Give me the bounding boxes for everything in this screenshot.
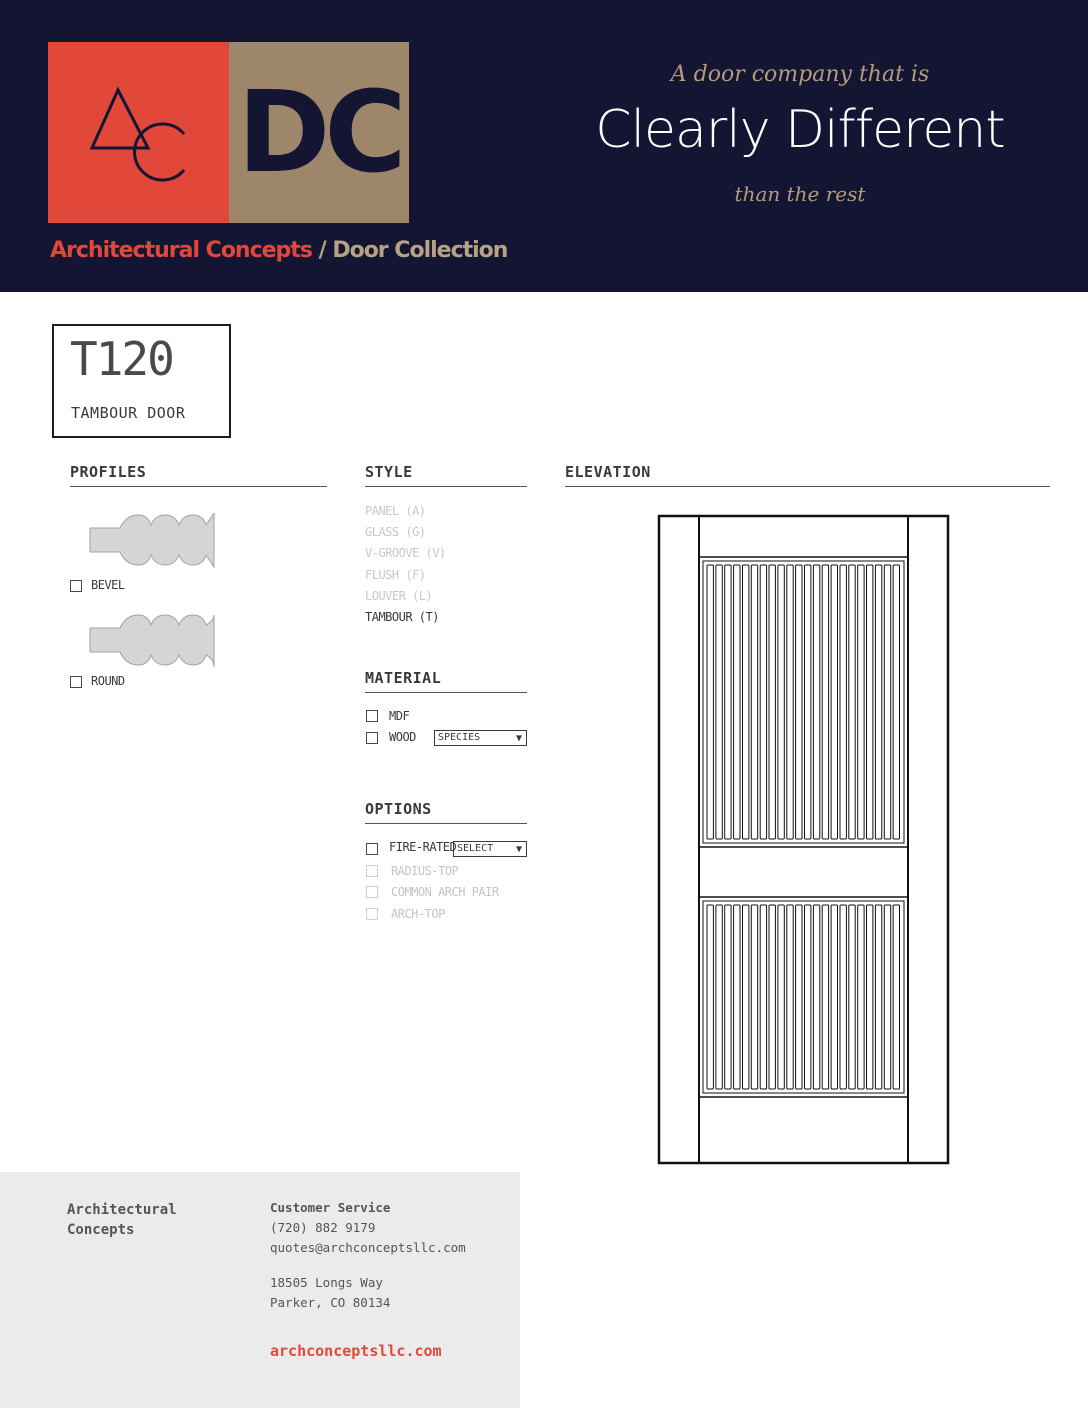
header-banner <box>0 0 1088 292</box>
logo-red-block <box>48 42 229 223</box>
round-profile-icon <box>88 613 218 669</box>
fire-rated-select-value: SELECT <box>457 843 494 854</box>
fire-rated-label: FIRE-RATED <box>389 840 457 854</box>
arch-top-label: ARCH-TOP <box>391 907 445 921</box>
fire-rated-select[interactable] <box>453 841 527 857</box>
fire-rated-checkbox[interactable] <box>366 843 378 855</box>
logo-dc-letters: DC <box>237 68 401 198</box>
mdf-checkbox[interactable] <box>366 710 378 722</box>
wood-label: WOOD <box>389 730 416 744</box>
chevron-down-icon: ▼ <box>515 733 522 744</box>
brand-slash: / <box>318 238 326 263</box>
elevation-heading: ELEVATION <box>565 463 1050 487</box>
product-model: T120 <box>70 332 173 386</box>
radius-top-label: RADIUS-TOP <box>391 864 459 878</box>
tagline-top: A door company that is <box>670 62 930 87</box>
mdf-label: MDF <box>389 709 410 723</box>
bevel-profile-icon <box>88 513 218 569</box>
website-link[interactable]: archconceptsllc.com <box>270 1342 442 1360</box>
ac-monogram-icon <box>48 42 229 223</box>
common-arch-pair-label: COMMON ARCH PAIR <box>391 885 499 899</box>
brand-name-door-collection: Door Collection <box>332 238 508 263</box>
address-line1: 18505 Longs Way <box>270 1275 383 1290</box>
brand-name-architectural: Architectural Concepts <box>50 238 312 263</box>
footer-company-line2: Concepts <box>67 1222 135 1238</box>
profiles-heading: PROFILES <box>70 463 327 487</box>
product-title-box <box>52 324 231 438</box>
style-option-louver[interactable]: LOUVER (L) <box>365 589 433 603</box>
round-checkbox[interactable] <box>70 676 82 688</box>
product-name: TAMBOUR DOOR <box>71 404 186 422</box>
email-link[interactable]: quotes@archconceptsllc.com <box>270 1240 466 1255</box>
footer-company-line1: Architectural <box>67 1202 177 1218</box>
footer-company <box>67 1200 177 1240</box>
bevel-label: BEVEL <box>91 578 125 592</box>
customer-service-heading: Customer Service <box>270 1200 391 1215</box>
footer <box>0 1172 520 1408</box>
wood-checkbox[interactable] <box>366 732 378 744</box>
style-option-v-groove[interactable]: V-GROOVE (V) <box>365 546 446 560</box>
material-heading: MATERIAL <box>365 669 527 693</box>
brand-line <box>50 238 507 263</box>
tagline-main: Clearly Different <box>595 100 1005 160</box>
round-label: ROUND <box>91 674 125 688</box>
style-heading: STYLE <box>365 463 527 487</box>
style-option-tambour[interactable]: TAMBOUR (T) <box>365 610 439 624</box>
address-line2: Parker, CO 80134 <box>270 1295 391 1310</box>
door-elevation-drawing <box>656 513 952 1167</box>
style-option-flush[interactable]: FLUSH (F) <box>365 568 426 582</box>
species-select[interactable] <box>434 730 527 746</box>
phone-number[interactable]: (720) 882 9179 <box>270 1220 376 1235</box>
bevel-checkbox[interactable] <box>70 580 82 592</box>
style-option-glass[interactable]: GLASS (G) <box>365 525 426 539</box>
radius-top-checkbox <box>366 865 378 877</box>
species-select-value: SPECIES <box>438 732 481 743</box>
common-arch-pair-checkbox <box>366 886 378 898</box>
arch-top-checkbox <box>366 908 378 920</box>
options-heading: OPTIONS <box>365 800 527 824</box>
chevron-down-icon: ▼ <box>515 844 522 855</box>
tagline-bottom: than the rest <box>734 182 866 206</box>
style-option-panel[interactable]: PANEL (A) <box>365 504 426 518</box>
